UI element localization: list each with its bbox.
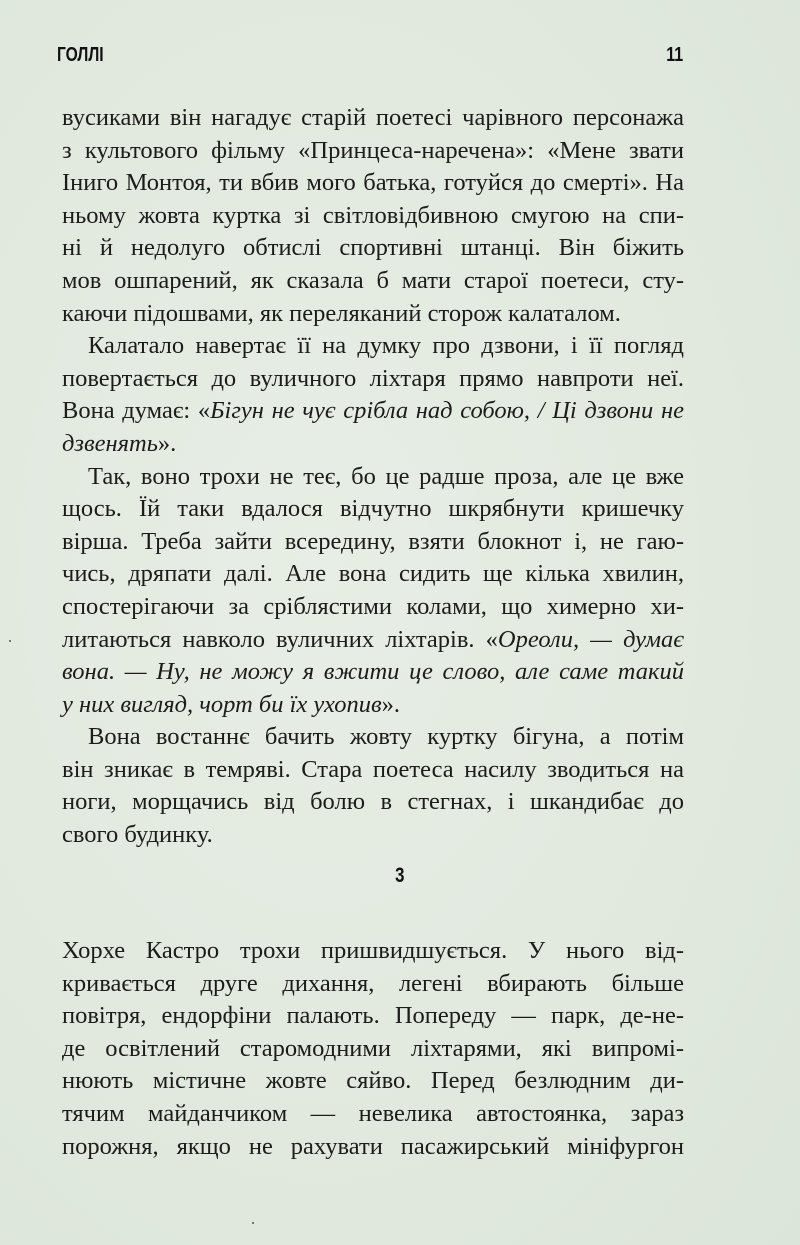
text-line: ньому жовта куртка зі світловідбивною смугою на спи- xyxy=(62,201,684,229)
text-line: з культового фільму «Принцеса-наречена»: «Мене звати xyxy=(62,136,684,164)
text-line xyxy=(62,689,684,722)
body-text xyxy=(62,102,684,852)
text-line: вірша. Треба зайти всередину, взяти блокнот і, не гаю- xyxy=(62,527,684,555)
text-line: щось. Їй таки вдалося відчутно шкрябнути кришечку xyxy=(62,495,684,523)
text-line: кривається друге дихання, легені вбирають більше xyxy=(62,969,684,997)
text-line: мов ошпарений, як сказала б мати старої поетеси, сту- xyxy=(62,266,684,294)
italic-quote: у них вигляд, чорт би їх ухопив xyxy=(62,690,382,718)
text-line: каючи підошвами, як переляканий сторож калаталом. xyxy=(62,299,621,327)
text-fragment: литаються навколо вуличних ліхтарів. « xyxy=(62,625,498,653)
text-line: ноги, морщачись від болю в стегнах, і шкандибає до xyxy=(62,788,684,816)
chapter-number-text: 3 xyxy=(395,864,405,887)
text-line: вусиками він нагадує старій поетесі чарівного персонажа xyxy=(62,104,684,131)
paper-speck xyxy=(252,1222,254,1224)
text-line: ні й недолуго обтислі спортивні штанці. Він біжить xyxy=(62,234,684,262)
text-line: чись, дряпати далі. Але вона сидить ще кілька хвилин, xyxy=(62,560,684,588)
chapter-body-text xyxy=(62,935,684,1163)
text-line: повертається до вуличного ліхтаря прямо навпроти неї. xyxy=(62,364,684,392)
paper-speck xyxy=(9,640,11,642)
running-head xyxy=(57,44,683,74)
italic-quote: дзвенять xyxy=(62,429,158,457)
text-line xyxy=(62,395,684,428)
text-line: тячим майданчиком — невелика автостоянка, зараз xyxy=(62,1099,684,1127)
text-fragment: ». xyxy=(157,429,177,457)
text-line: порожня, якщо не рахувати пасажирський мініфургон xyxy=(62,1132,684,1160)
text-line: нюють містичне жовте сяйво. Перед безлюдним ди- xyxy=(62,1067,684,1095)
text-fragment: ». xyxy=(381,690,400,718)
text-line: Хорхе Кастро трохи пришвидшується. У нього від- xyxy=(62,937,684,964)
text-line: свого будинку. xyxy=(62,821,213,849)
italic-quote: Ореоли, — думає xyxy=(497,625,684,653)
italic-quote: Бігун не чує срібла над собою, / Ці дзвони не xyxy=(210,397,684,425)
text-line: спостерігаючи за сріблястими колами, що химерно хи- xyxy=(62,592,684,620)
text-line: він зникає в темряві. Стара поетеса насилу зводиться на xyxy=(62,755,684,783)
text-line: де освітлений старомодними ліхтарями, які випромі- xyxy=(62,1034,684,1062)
page-number: 11 xyxy=(666,44,683,66)
chapter-number xyxy=(0,864,800,888)
text-line: Калатало навертає її на думку про дзвони, і її погляд xyxy=(88,332,684,360)
text-line: Іниго Монтоя, ти вбив мого батька, готуйся до смерті». На xyxy=(62,169,684,197)
text-line: повітря, ендорфіни палають. Попереду — парк, де-не- xyxy=(62,1002,684,1030)
text-line xyxy=(62,624,684,657)
text-line xyxy=(62,428,684,461)
text-line: вона. — Ну, не можу я вжити це слово, але саме такий xyxy=(62,658,684,686)
text-fragment: Вона думає: « xyxy=(62,397,211,425)
text-line: Так, воно трохи не теє, бо це радше проза, але це вже xyxy=(88,462,684,490)
text-line: Вона востаннє бачить жовту куртку бігуна, а потім xyxy=(88,723,684,751)
running-title: ГОЛЛІ xyxy=(57,44,104,66)
